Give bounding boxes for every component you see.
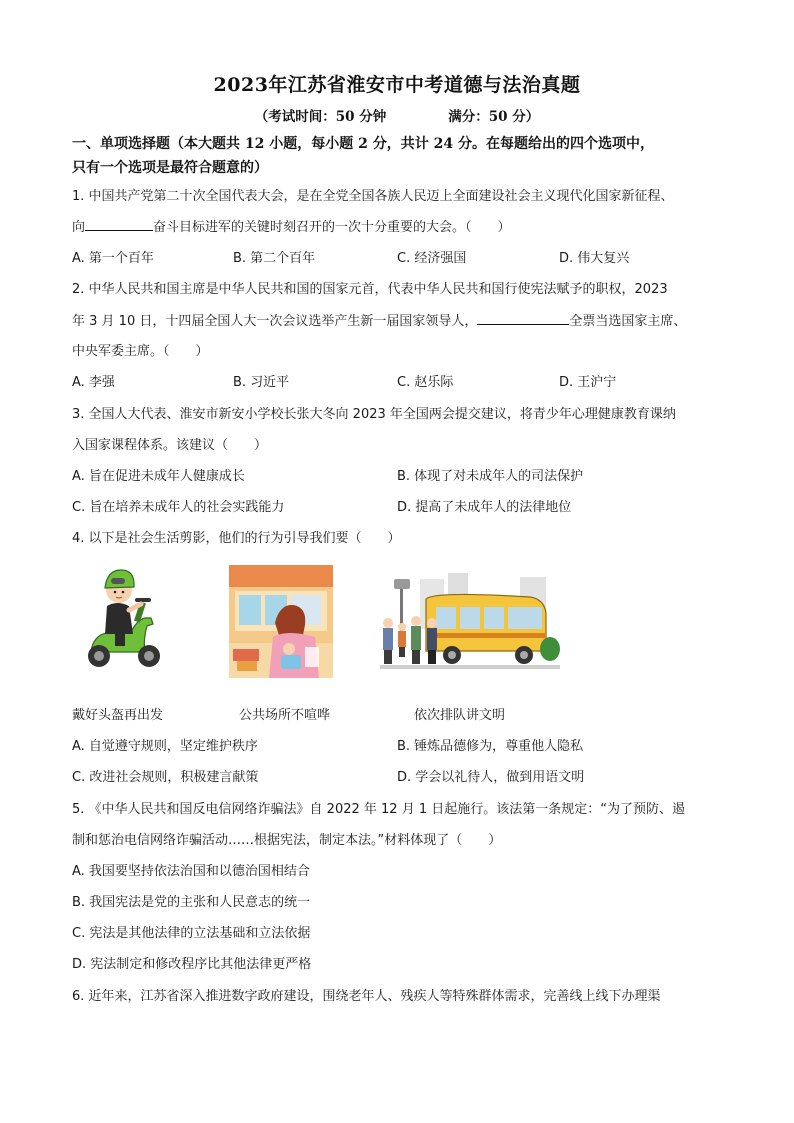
q2-line2-post: 全票当选国家主席、 <box>569 314 687 329</box>
q2-option-d: D. 王沪宁 <box>559 375 617 390</box>
q1-line2-pre: 向 <box>72 220 86 235</box>
exam-time: （考试时间：50 分钟 <box>254 109 387 125</box>
q1-option-b: B. 第二个百年 <box>233 251 316 266</box>
q2-line2 <box>72 310 686 329</box>
q3-line1: 3. 全国人大代表、淮安市新安小学校长张大冬向 2023 年全国两会提交建议，将青少年心理健康教育课纳 <box>72 407 676 422</box>
q3-option-d: D. 提高了未成年人的法律地位 <box>397 500 572 515</box>
q4-option-c: C. 改进社会规则，积极建言献策 <box>72 770 259 785</box>
section-heading-line2: 只有一个选项是最符合题意的） <box>72 160 268 176</box>
quiet-public-illustration <box>229 565 333 678</box>
q5-line2: 制和惩治电信网络诈骗活动……根据宪法，制定本法。”材料体现了（ ） <box>72 833 502 848</box>
section-heading-line1: 一、单项选择题（本大题共 12 小题，每小题 2 分，共计 24 分。在每题给出的四个选项中， <box>72 136 654 152</box>
q5-option-a: A. 我国要坚持依法治国和以德治国相结合 <box>72 864 310 879</box>
caption-helmet: 戴好头盔再出发 <box>72 708 164 723</box>
q1-option-a: A. 第一个百年 <box>72 251 154 266</box>
page-title: 2023年江苏省淮安市中考道德与法治真题 <box>213 74 581 96</box>
q3-option-c: C. 旨在培养未成年人的社会实践能力 <box>72 500 285 515</box>
q1-line2 <box>72 216 511 235</box>
bus-queue-illustration <box>380 569 560 679</box>
q4-option-d: D. 学会以礼待人，做到用语文明 <box>397 770 585 785</box>
q4-line1: 4. 以下是社会生活剪影，他们的行为引导我们要（ ） <box>72 531 401 546</box>
q5-option-d: D. 宪法制定和修改程序比其他法律更严格 <box>72 957 312 972</box>
exam-info <box>0 105 794 125</box>
q2-option-c: C. 赵乐际 <box>397 375 454 390</box>
q3-option-b: B. 体现了对未成年人的司法保护 <box>397 469 584 484</box>
q5-line1: 5. 《中华人民共和国反电信网络诈骗法》自 2022 年 12 月 1 日起施行。该法第一条规定：“为了预防、遏 <box>72 802 685 817</box>
answer-blank <box>85 218 153 231</box>
caption-quiet: 公共场所不喧哗 <box>239 708 331 723</box>
q3-line2: 入国家课程体系。该建议（ ） <box>72 438 268 453</box>
exam-score: 满分：50 分） <box>448 109 540 125</box>
q4-option-a: A. 自觉遵守规则，坚定维护秩序 <box>72 739 258 754</box>
q2-line1: 2. 中华人民共和国主席是中华人民共和国的国家元首，代表中华人民共和国行使宪法赋予的职权，2023 <box>72 282 668 297</box>
q2-line2-pre: 年 3 月 10 日，十四届全国人大一次会议选举产生新一届国家领导人， <box>72 314 478 329</box>
q1-line2-post: 奋斗目标进军的关键时刻召开的一次十分重要的大会。（ ） <box>153 220 511 235</box>
q5-option-c: C. 宪法是其他法律的立法基础和立法依据 <box>72 926 311 941</box>
q1-option-d: D. 伟大复兴 <box>559 251 630 266</box>
q4-option-b: B. 锤炼品德修为，尊重他人隐私 <box>397 739 584 754</box>
q2-option-a: A. 李强 <box>72 375 115 390</box>
q2-line3: 中央军委主席。（ ） <box>72 344 209 359</box>
q2-option-b: B. 习近平 <box>233 375 290 390</box>
q5-option-b: B. 我国宪法是党的主张和人民意志的统一 <box>72 895 311 910</box>
helmet-rider-illustration <box>71 560 171 676</box>
caption-queue: 依次排队讲文明 <box>414 708 506 723</box>
answer-blank <box>477 312 569 325</box>
q1-option-c: C. 经济强国 <box>397 251 467 266</box>
q6-line1: 6. 近年来，江苏省深入推进数字政府建设，围绕老年人、残疾人等特殊群体需求，完善线上线下办理渠 <box>72 989 661 1004</box>
q3-option-a: A. 旨在促进未成年人健康成长 <box>72 469 245 484</box>
q1-line1: 1. 中国共产党第二十次全国代表大会，是在全党全国各族人民迈上全面建设社会主义现代化国家新征程、 <box>72 189 674 204</box>
